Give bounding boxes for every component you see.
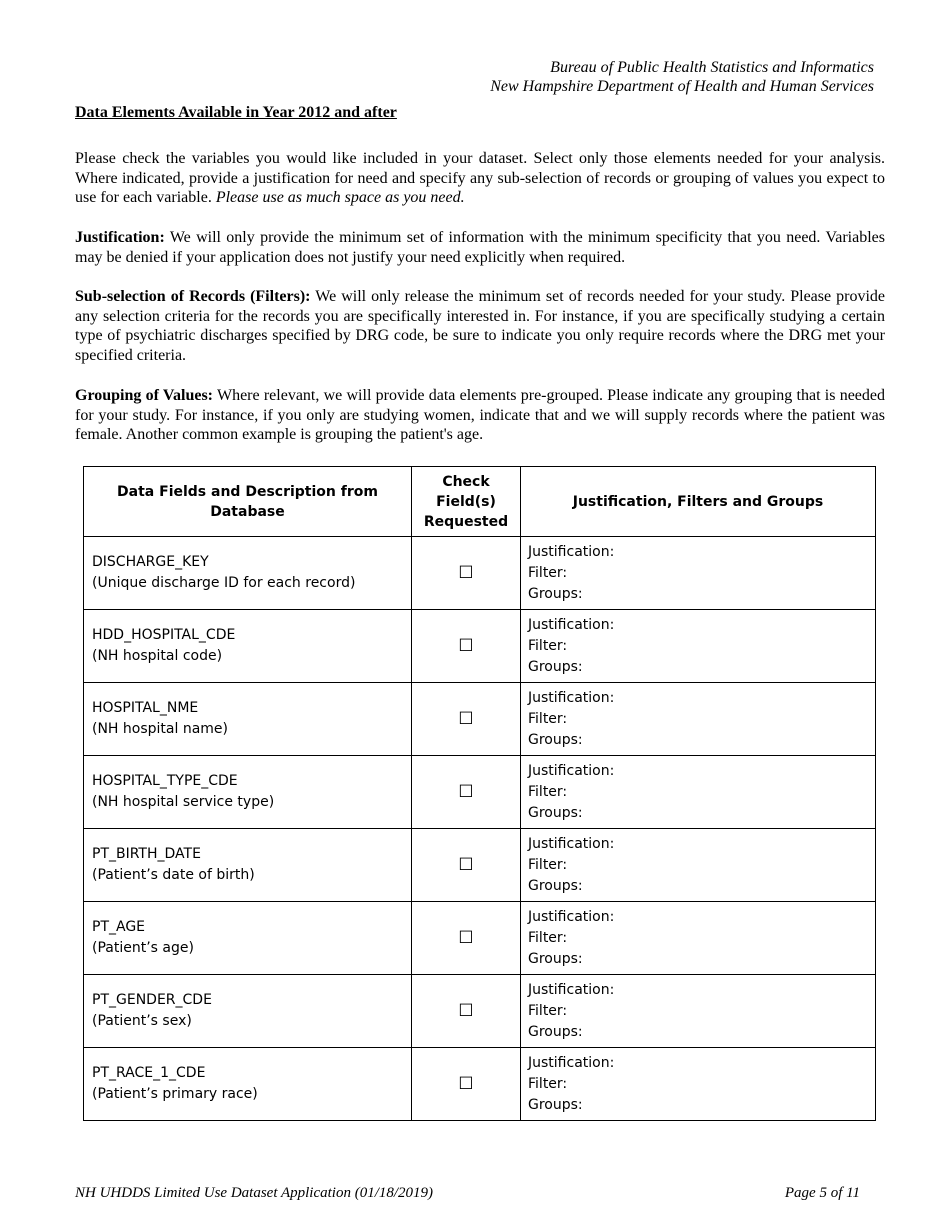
field-description: (NH hospital service type)	[92, 794, 275, 810]
request-checkbox[interactable]: ☐	[458, 854, 474, 875]
check-cell	[412, 610, 521, 683]
table-row	[84, 610, 876, 683]
section-title: Data Elements Available in Year 2012 and after	[75, 104, 397, 121]
header-bureau: Bureau of Public Health Statistics and Informatics	[550, 59, 874, 76]
justification-field-label: Justification:	[528, 1054, 615, 1071]
check-cell	[412, 829, 521, 902]
justification-field-label: Justification:	[528, 616, 615, 633]
check-cell	[412, 683, 521, 756]
request-checkbox[interactable]: ☐	[458, 1073, 474, 1094]
field-description: (Patient’s primary race)	[92, 1086, 258, 1102]
filter-field-label: Filter:	[528, 1002, 568, 1019]
field-cell	[84, 1048, 412, 1121]
field-description: (Unique discharge ID for each record)	[92, 575, 356, 591]
subselection-text: We will only release the minimum set of records needed for your study. Please provide any selection criteria for the records you are specifically interested in. For instance, if you are specifically studying a certain type of psychiatric discharges specified by DRG code, be sure to indicate you only require records where the DRG met your specified criteria.	[75, 288, 886, 365]
header-check-line1: Check	[442, 473, 490, 490]
header-check-fields	[412, 467, 521, 537]
groups-field-label: Groups:	[528, 1096, 583, 1113]
request-checkbox[interactable]: ☐	[458, 781, 474, 802]
header-justification: Justification, Filters and Groups	[521, 467, 876, 537]
grouping-text: Where relevant, we will provide data elements pre-grouped. Please indicate any grouping that is needed for your study. For instance, if you only are studying women, indicate that and we will supply records where the patient was female. Another common example is grouping the patient's age.	[75, 387, 885, 444]
justification-cell[interactable]	[521, 756, 876, 829]
field-cell	[84, 537, 412, 610]
check-cell	[412, 975, 521, 1048]
field-cell	[84, 902, 412, 975]
filter-field-label: Filter:	[528, 637, 568, 654]
justification-field-label: Justification:	[528, 689, 615, 706]
check-cell	[412, 902, 521, 975]
groups-field-label: Groups:	[528, 804, 583, 821]
check-cell	[412, 756, 521, 829]
groups-field-label: Groups:	[528, 585, 583, 602]
justification-field-label: Justification:	[528, 762, 615, 779]
intro-text: Please check the variables you would like included in your dataset. Select only those elements needed for your analysis. Where indicated, provide a justification for need and specify any sub-selection of records or grouping of values you expect to use for each variable.	[75, 150, 885, 207]
field-name: HOSPITAL_TYPE_CDE	[92, 773, 238, 789]
justification-cell[interactable]	[521, 975, 876, 1048]
justification-label: Justification:	[75, 229, 165, 246]
field-cell	[84, 975, 412, 1048]
footer-document-title: NH UHDDS Limited Use Dataset Application (01/18/2019)	[75, 1185, 434, 1201]
field-name: PT_RACE_1_CDE	[92, 1065, 206, 1081]
subselection-paragraph	[75, 287, 885, 366]
document-header	[274, 58, 874, 96]
table-row	[84, 829, 876, 902]
field-name: HDD_HOSPITAL_CDE	[92, 627, 236, 643]
field-cell	[84, 756, 412, 829]
request-checkbox[interactable]: ☐	[458, 708, 474, 729]
grouping-paragraph	[75, 386, 885, 445]
justification-field-label: Justification:	[528, 908, 615, 925]
filter-field-label: Filter:	[528, 564, 568, 581]
filter-field-label: Filter:	[528, 929, 568, 946]
field-description: (Patient’s sex)	[92, 1013, 192, 1029]
intro-italic-note: Please use as much space as you need.	[215, 189, 465, 207]
data-fields-table	[83, 466, 876, 1121]
field-name: PT_AGE	[92, 919, 146, 935]
justification-cell[interactable]	[521, 1048, 876, 1121]
justification-cell[interactable]	[521, 829, 876, 902]
groups-field-label: Groups:	[528, 950, 583, 967]
filter-field-label: Filter:	[528, 1075, 568, 1092]
groups-field-label: Groups:	[528, 1023, 583, 1040]
justification-cell[interactable]	[521, 683, 876, 756]
request-checkbox[interactable]: ☐	[458, 1000, 474, 1021]
filter-field-label: Filter:	[528, 710, 568, 727]
field-description: (NH hospital code)	[92, 648, 223, 664]
groups-field-label: Groups:	[528, 731, 583, 748]
table-row	[84, 975, 876, 1048]
header-department: New Hampshire Department of Health and Human Services	[490, 78, 874, 95]
field-cell	[84, 610, 412, 683]
table-row	[84, 1048, 876, 1121]
filter-field-label: Filter:	[528, 783, 568, 800]
groups-field-label: Groups:	[528, 877, 583, 894]
table-header-row	[84, 467, 876, 537]
header-data-fields: Data Fields and Description from Database	[84, 467, 412, 537]
justification-cell[interactable]	[521, 610, 876, 683]
footer-page-number: Page 5 of 11	[784, 1185, 860, 1201]
field-name: PT_BIRTH_DATE	[92, 846, 201, 862]
header-check-line3: Requested	[423, 513, 509, 530]
justification-cell[interactable]	[521, 902, 876, 975]
field-name: HOSPITAL_NME	[92, 700, 199, 716]
justification-field-label: Justification:	[528, 981, 615, 998]
intro-paragraph	[75, 149, 885, 208]
request-checkbox[interactable]: ☐	[458, 635, 474, 656]
justification-field-label: Justification:	[528, 543, 615, 560]
field-cell	[84, 683, 412, 756]
justification-text: We will only provide the minimum set of information with the minimum specificity that you need. Variables may be denied if your application does not justify your need explicitly when required.	[75, 229, 885, 266]
check-cell	[412, 537, 521, 610]
field-cell	[84, 829, 412, 902]
filter-field-label: Filter:	[528, 856, 568, 873]
field-description: (NH hospital name)	[92, 721, 228, 737]
request-checkbox[interactable]: ☐	[458, 927, 474, 948]
table-row	[84, 537, 876, 610]
field-name: PT_GENDER_CDE	[92, 992, 212, 1008]
grouping-label: Grouping of Values:	[75, 387, 214, 404]
field-name: DISCHARGE_KEY	[92, 554, 209, 570]
check-cell	[412, 1048, 521, 1121]
request-checkbox[interactable]: ☐	[458, 562, 474, 583]
table-row	[84, 683, 876, 756]
field-description: (Patient’s date of birth)	[92, 867, 255, 883]
field-description: (Patient’s age)	[92, 940, 194, 956]
subselection-label: Sub-selection of Records (Filters):	[75, 288, 311, 305]
justification-paragraph	[75, 228, 885, 267]
justification-cell[interactable]	[521, 537, 876, 610]
table-row	[84, 756, 876, 829]
justification-field-label: Justification:	[528, 835, 615, 852]
groups-field-label: Groups:	[528, 658, 583, 675]
header-check-line2: Field(s)	[436, 493, 496, 510]
table-row	[84, 902, 876, 975]
